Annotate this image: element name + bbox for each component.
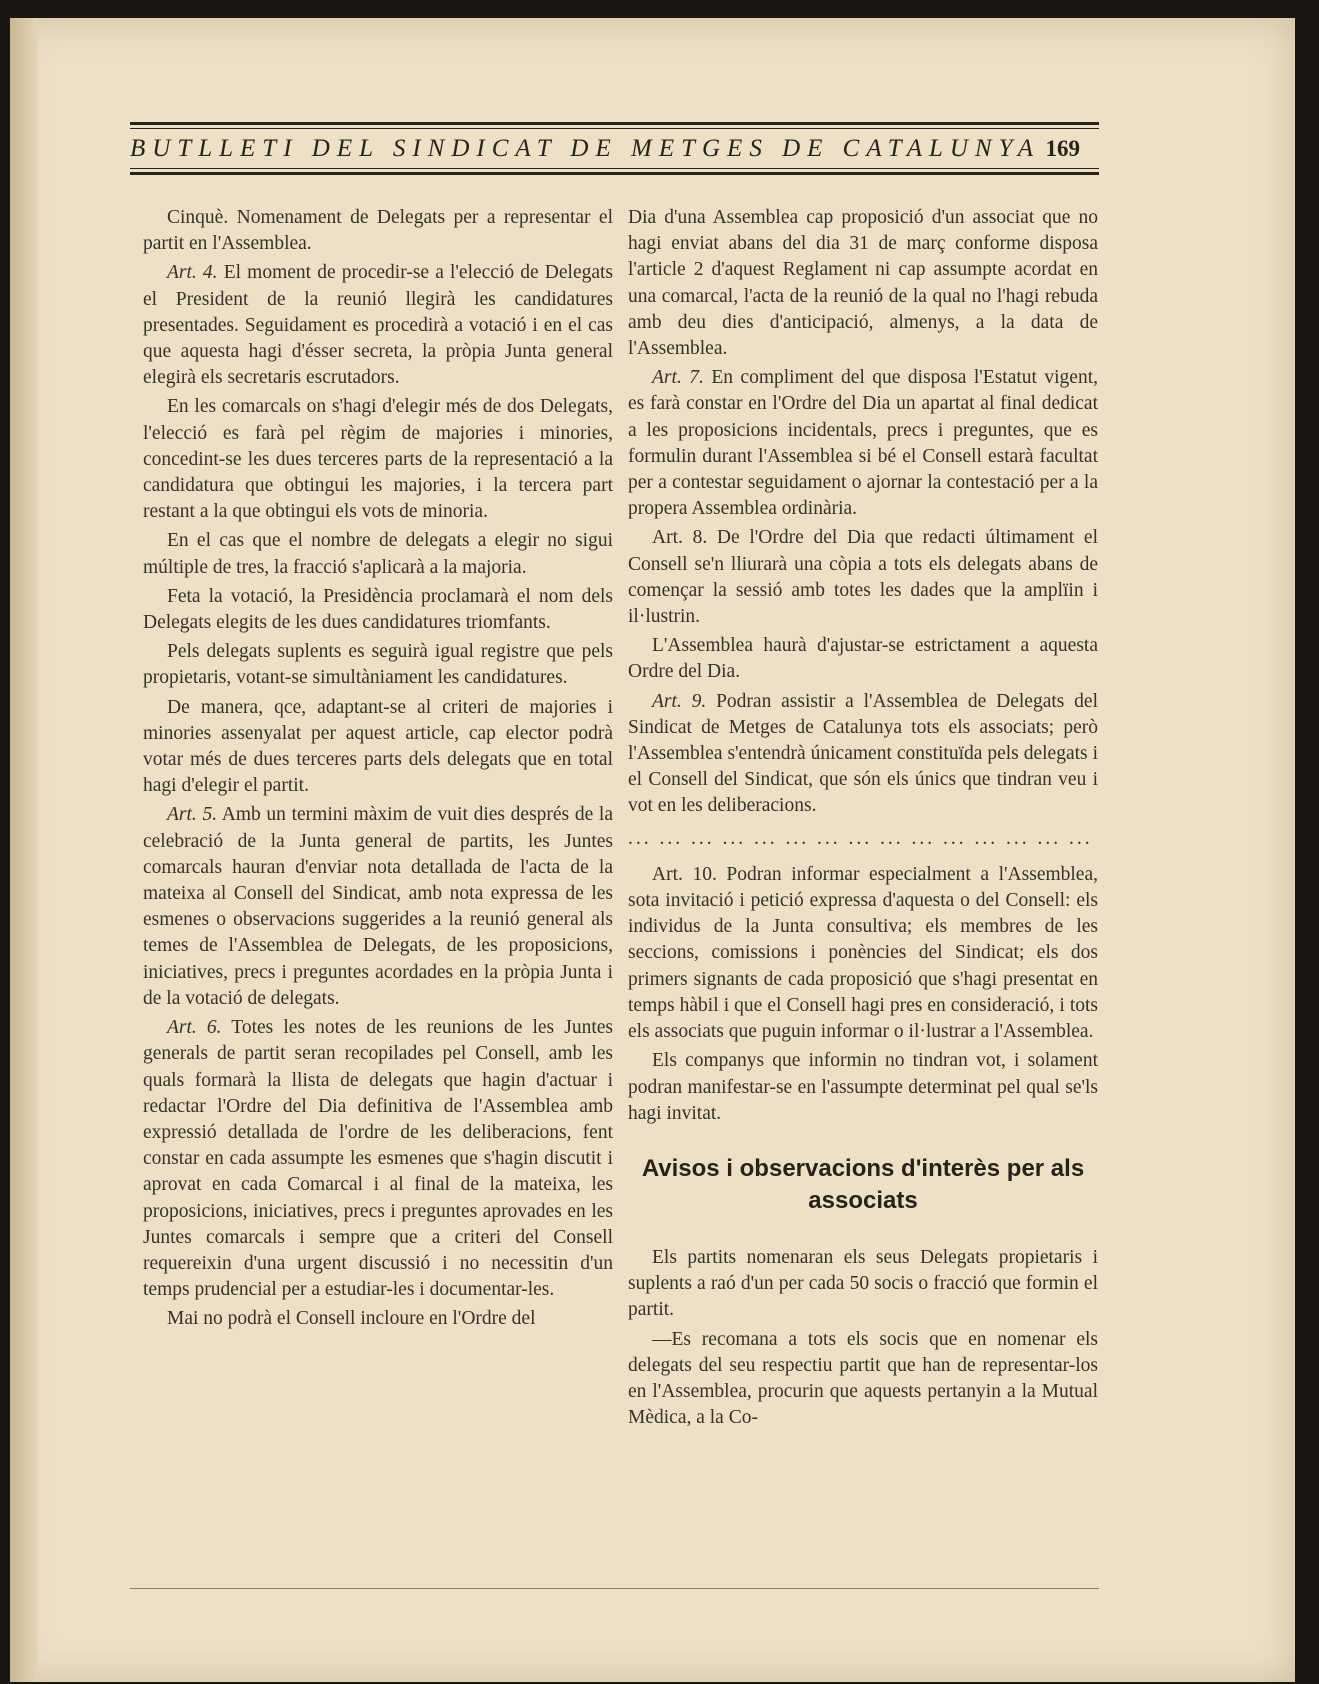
paragraph [628,525,1098,630]
paragraph: Feta la votació, la Presidència proclamarà el nom dels Delegats elegits de les dues candidatures triomfants. [143,585,613,634]
journal-title: BUTLLETI DEL SINDICAT DE METGES DE CATALUNYA [130,135,1041,162]
paragraph: Cinquè. Nomenament de Delegats per a representar el partit en l'Assemblea. [143,207,613,255]
article-text: Podran informar especialment a l'Assemblea, sota invitació i petició expressa d'aquesta o del Consell: els individus de la Junta consultiva; els membres de les seccions, comissions i ponències del Sindicat; els dos primers signants de cada proposició que s'hagi presentat en temps hàbil i que el Consell hagi pres en consideració, i tots els associats que puguin informar o il·lustrar a l'Assemblea. [628,863,1098,1043]
article-text: Totes les notes de les reunions de les Juntes generals de partit seran recopilades pel Consell, amb les quals formarà la llista de delegats que hagin d'actuar i redactar l'Ordre del Dia definitiva de l'Assemblea amb expressió detallada de l'ordre de les deliberacions, fent constar en cada assumpte les esmenes que s'hagin discutit i aprovat en cada Comarcal i al final de la mateixa, les proposicions, iniciatives, precs i preguntes aprovades en les Juntes comarcals i sempre que a criteri del Consell requereixin d'una urgent discussió i no necessitin d'un temps prudencial per a estudiar-les i documentar-les. [143,1017,613,1301]
paragraph: L'Assemblea haurà d'ajustar-se estrictament a aquesta Ordre del Dia. [628,635,1098,683]
paragraph: De manera, qce, adaptant-se al criteri de majories i minories assenyalat per aquest article, cap elector podrà votar més de dues terceres parts dels delegats que en total hagi d'elegir el partit. [143,696,613,797]
paragraph [143,1015,613,1303]
article-label: Art. 5. [167,804,218,826]
article-label: Art. 10. [652,863,717,885]
left-column [143,205,613,1333]
paragraph: En les comarcals on s'hagi d'elegir més de dos Delegats, l'elecció es farà pel règim de majories i minories, concedint-se les dues terceres parts de la representació a la candidatura que obtingui les majories, i la tercera part restant a la que obtingui els vots de minoria. [143,396,613,523]
paragraph: Els companys que informin no tindran vot, i solament podran manifestar-se en l'assumpte determinat pel qual se'ls hagi invitat. [628,1050,1098,1124]
page-fold-shadow [10,18,38,1682]
section-heading: Avisos i observacions d'interès per als associats [641,1154,1085,1214]
bottom-rule [130,1588,1099,1589]
paragraph [628,689,1098,820]
paragraph [628,365,1098,522]
paragraph [628,862,1098,1045]
article-text: En compliment del que disposa l'Estatut vigent, es farà constar en l'Ordre del Dia un apartat al final dedicat a les proposicions incidentals, precs i preguntes, que es formulin durant l'Assemblea si bé el Consell estarà facultat per a contestar seguidament o ajornar la contestació per a la propera Assemblea ordinària. [628,367,1099,520]
article-text: Podran assistir a l'Assemblea de Delegats del Sindicat de Metges de Catalunya tots els associats; però l'Assemblea s'entendrà únicament constituïda pels delegats i el Consell del Sindicat, que són els únics que tindran veu i vot en les deliberacions. [628,690,1099,817]
paragraph [143,260,613,391]
paragraph: Mai no podrà el Consell incloure en l'Ordre del [167,1308,536,1330]
paragraph: Pels delegats suplents es seguirà igual registre que pels propietaris, votant-se simultàniament les candidatures. [143,641,613,689]
paragraph: Dia d'una Assemblea cap proposició d'un associat que no hagi enviat abans del dia 31 de març conforme disposa l'article 2 d'aquest Reglament ni cap assumpte acordat en una comarcal, l'acta de la reunió de la qual no l'hagi rebuda amb deu dies d'anticipació, almenys, a la data de l'Assemblea. [628,207,1098,360]
article-label: Art. 7. [652,367,704,389]
ellipsis-separator: ... ... ... ... ... ... ... ... ... ... ... ... ... ... ... [628,827,1093,849]
article-label: Art. 8. [652,527,708,549]
header-rule [130,122,1099,125]
article-text: El moment de procedir-se a l'elecció de Delegats el President de la reunió llegirà les candidatures presentades. Seguidament es procedirà a votació i en el cas que aquesta hagi d'ésser secreta, la pròpia Junta general elegirà els secretaris escrutadors. [143,262,614,389]
header-rule [130,128,1099,129]
right-column [628,205,1098,1431]
article-text: De l'Ordre del Dia que redacti últimament el Consell se'n lliurarà una còpia a tots els delegats abans de començar la sessió amb totes les dades que la amplïin i il·lustrin. [628,527,1099,628]
paragraph [143,802,613,1012]
paragraph: En el cas que el nombre de delegats a elegir no sigui múltiple de tres, la fracció s'aplicarà a la majoria. [143,530,613,578]
article-label: Art. 9. [652,690,707,712]
paragraph: Els partits nomenaran els seus Delegats propietaris i suplents a raó d'un per cada 50 socis o fracció que formin el partit. [628,1246,1098,1321]
running-header [130,132,1080,166]
article-text: Amb un termini màxim de vuit dies després de la celebració de la Junta general de partits, les Juntes comarcals hauran d'enviar nota detallada de l'acta de la mateixa al Consell del Sindicat, amb nota expressa de les esmenes o observacions suggerides a la reunió general als temes de l'Assemblea de Delegats, de les proposicions, iniciatives, precs i preguntes acordades en la pròpia Junta i de la votació de delegats. [143,804,613,1009]
header-rule [130,172,1099,175]
article-label: Art. 6. [167,1017,222,1039]
article-label: Art. 4. [167,262,218,284]
paragraph: —Es recomana a tots els socis que en nomenar els delegats del seu respectiu partit que han de representar-los en l'Assemblea, procurin que aquests pertanyin a la Mutual Mèdica, a la Co- [628,1328,1098,1429]
header-rule [130,168,1099,169]
page-number: 169 [1045,136,1080,161]
